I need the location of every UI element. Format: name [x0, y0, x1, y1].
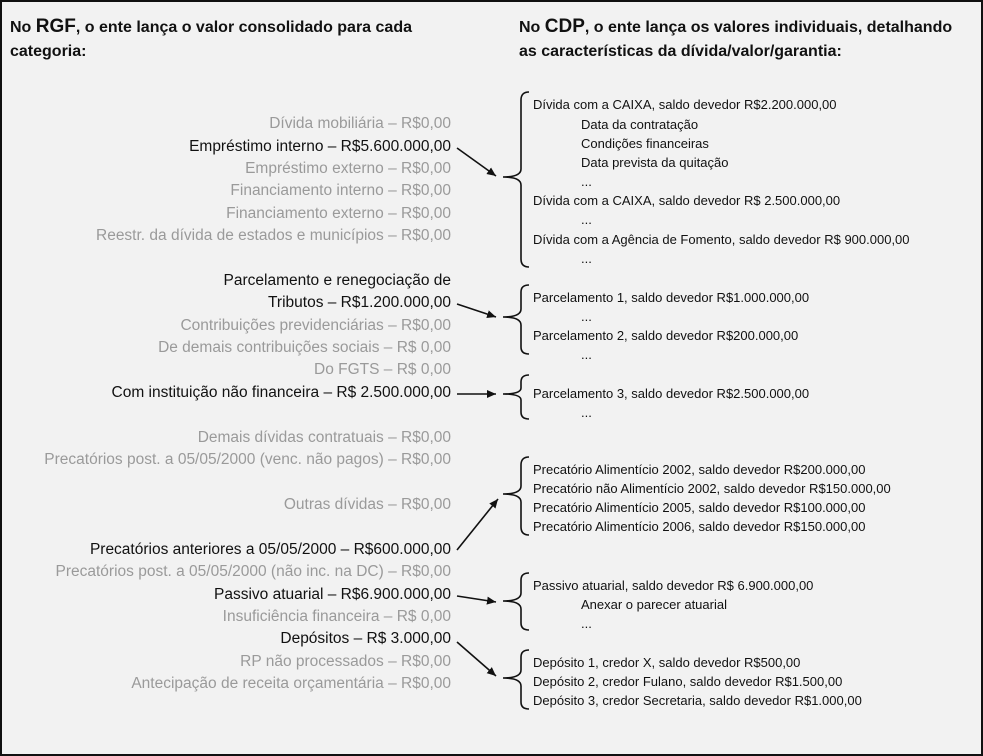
cdp-line: ... [581, 174, 592, 189]
header-right-suffix: , o ente lança os valores individuais, detalhando [584, 19, 953, 36]
cdp-line: ... [581, 616, 592, 631]
cdp-line: Dívida com a CAIXA, saldo devedor R$2.200.000,00 [533, 97, 837, 112]
rgf-item: Com instituição não financeira – R$ 2.500.000,00 [111, 384, 451, 401]
rgf-item: Insuficiência financeira – R$ 0,00 [222, 608, 451, 625]
cdp-line: Parcelamento 1, saldo devedor R$1.000.000,00 [533, 290, 810, 305]
cdp-line: ... [581, 309, 592, 324]
rgf-item: Precatórios anteriores a 05/05/2000 – R$600.000,00 [89, 541, 451, 558]
rgf-item: Do FGTS – R$ 0,00 [314, 361, 451, 378]
cdp-line: Passivo atuarial, saldo devedor R$ 6.900.000,00 [533, 578, 814, 593]
cdp-line: Data da contratação [581, 117, 699, 132]
cdp-line: Dívida com a Agência de Fomento, saldo devedor R$ 900.000,00 [533, 232, 910, 247]
rgf-item: Precatórios post. a 05/05/2000 (venc. não pagos) – R$0,00 [44, 451, 451, 468]
rgf-item: Parcelamento e renegociação de [223, 272, 451, 289]
cdp-line: Condições financeiras [581, 136, 709, 151]
cdp-line: Precatório Alimentício 2005, saldo devedor R$100.000,00 [533, 500, 866, 515]
rgf-item: Outras dívidas – R$0,00 [283, 496, 451, 513]
header-right-prefix: No [519, 19, 545, 36]
rgf-item: RP não processados – R$0,00 [240, 653, 451, 670]
rgf-item: Precatórios post. a 05/05/2000 (não inc. na DC) – R$0,00 [55, 563, 451, 580]
cdp-line: Precatório Alimentício 2006, saldo devedor R$150.000,00 [533, 519, 866, 534]
rgf-item: Depósitos – R$ 3.000,00 [280, 630, 451, 647]
cdp-line: Precatório não Alimentício 2002, saldo devedor R$150.000,00 [533, 481, 891, 496]
brace-precatorios [503, 457, 529, 535]
rgf-item: Empréstimo interno – R$5.600.000,00 [189, 138, 451, 155]
rgf-item: Empréstimo externo – R$0,00 [245, 160, 451, 177]
cdp-line: Data prevista da quitação [581, 155, 729, 170]
header-right-emph: CDP [544, 16, 585, 37]
rgf-item: Antecipação de receita orçamentária – R$0,00 [131, 675, 451, 692]
cdp-line: ... [581, 212, 592, 227]
header-left-emph: RGF [35, 16, 76, 37]
cdp-line: ... [581, 405, 592, 420]
brace-passivo [503, 573, 529, 630]
cdp-line: Parcelamento 3, saldo devedor R$2.500.000,00 [533, 386, 810, 401]
header-right-line2: as características da dívida/valor/garantia: [519, 43, 842, 60]
rgf-item: Dívida mobiliária – R$0,00 [269, 115, 451, 132]
brace-parcelamento [503, 285, 529, 354]
cdp-line: Dívida com a CAIXA, saldo devedor R$ 2.500.000,00 [533, 193, 841, 208]
arrow-passivo [457, 596, 496, 602]
rgf-item: Contribuições previdenciárias – R$0,00 [180, 317, 451, 334]
brace-instituicao [503, 375, 529, 419]
arrow-parcelamento [457, 304, 496, 317]
cdp-line: Precatório Alimentício 2002, saldo devedor R$200.000,00 [533, 462, 866, 477]
cdp-line: ... [581, 251, 592, 266]
header-left-suffix: , o ente lança o valor consolidado para cada [75, 19, 412, 36]
cdp-line: Depósito 3, credor Secretaria, saldo devedor R$1.000,00 [533, 693, 862, 708]
rgf-item: Passivo atuarial – R$6.900.000,00 [214, 586, 451, 603]
header-left-line2: categoria: [10, 43, 87, 60]
cdp-line: Depósito 1, credor X, saldo devedor R$500,00 [533, 655, 801, 670]
cdp-line: Anexar o parecer atuarial [581, 597, 727, 612]
brace-emprestimo [503, 92, 529, 267]
arrow-depositos [457, 642, 496, 676]
rgf-item: De demais contribuições sociais – R$ 0,00 [158, 339, 451, 356]
cdp-line: Parcelamento 2, saldo devedor R$200.000,00 [533, 328, 799, 343]
rgf-item: Financiamento interno – R$0,00 [230, 182, 451, 199]
header-left-prefix: No [10, 19, 36, 36]
rgf-item: Demais dívidas contratuais – R$0,00 [197, 429, 451, 446]
brace-depositos [503, 650, 529, 709]
rgf-item: Financiamento externo – R$0,00 [226, 205, 451, 222]
arrow-precatorios [457, 499, 498, 550]
arrow-emprestimo [457, 148, 496, 176]
rgf-item: Tributos – R$1.200.000,00 [268, 294, 451, 311]
cdp-line: ... [581, 347, 592, 362]
rgf-item: Reestr. da dívida de estados e municípios – R$0,00 [96, 227, 451, 244]
connectors [2, 2, 981, 754]
cdp-line: Depósito 2, credor Fulano, saldo devedor R$1.500,00 [533, 674, 843, 689]
